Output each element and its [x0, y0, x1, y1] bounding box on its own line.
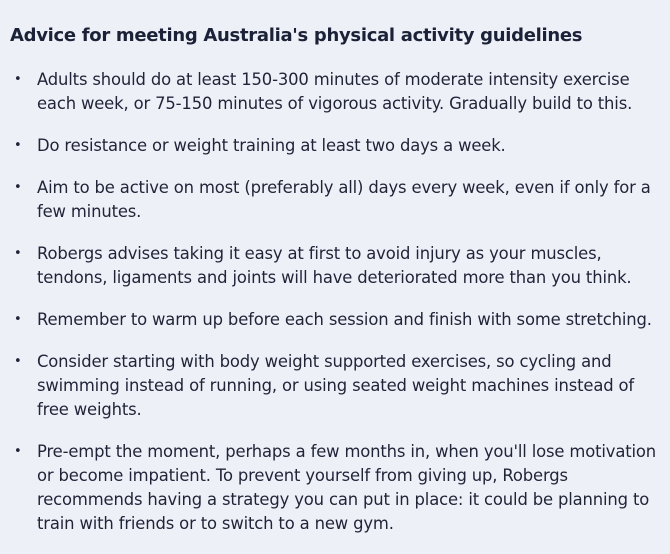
list-item-text: Robergs advises taking it easy at first to avoid injury as your muscles, tendons, ligaments and joints will have deteriorated more than you think. [37, 244, 632, 287]
list-item-text: Consider starting with body weight supported exercises, so cycling and swimming instead of running, or using seated weight machines instead of free weights. [37, 352, 635, 419]
advice-list [0, 68, 668, 554]
list-item-text: Aim to be active on most (preferably all) days every week, even if only for a few minutes. [37, 178, 651, 221]
list-item-text: Do resistance or weight training at least two days a week. [37, 136, 506, 155]
list-item [0, 68, 668, 116]
list-item [0, 440, 668, 536]
list-item [0, 134, 668, 158]
list-item-text: Adults should do at least 150-300 minutes of moderate intensity exercise each week, or 75-150 minutes of vigorous activity. Gradually build to this. [37, 70, 633, 113]
list-item [0, 350, 668, 422]
list-item [0, 308, 668, 332]
list-item [0, 176, 668, 224]
bullet-icon: • [14, 354, 22, 369]
bullet-icon: • [14, 138, 22, 153]
list-item [0, 242, 668, 290]
bullet-icon: • [14, 180, 22, 195]
bullet-icon: • [14, 444, 22, 459]
list-item-text: Pre-empt the moment, perhaps a few months in, when you'll lose motivation or become impatient. To prevent yourself from giving up, Robergs recommends having a strategy you can put in place: it could be planning to train with friends or to switch to a new gym. [37, 442, 657, 533]
bullet-icon: • [14, 312, 22, 327]
bullet-icon: • [14, 246, 22, 261]
list-item-text: Remember to warm up before each session and finish with some stretching. [37, 310, 652, 329]
advice-heading: Advice for meeting Australia's physical activity guidelines [10, 25, 583, 46]
bullet-icon: • [14, 72, 22, 87]
